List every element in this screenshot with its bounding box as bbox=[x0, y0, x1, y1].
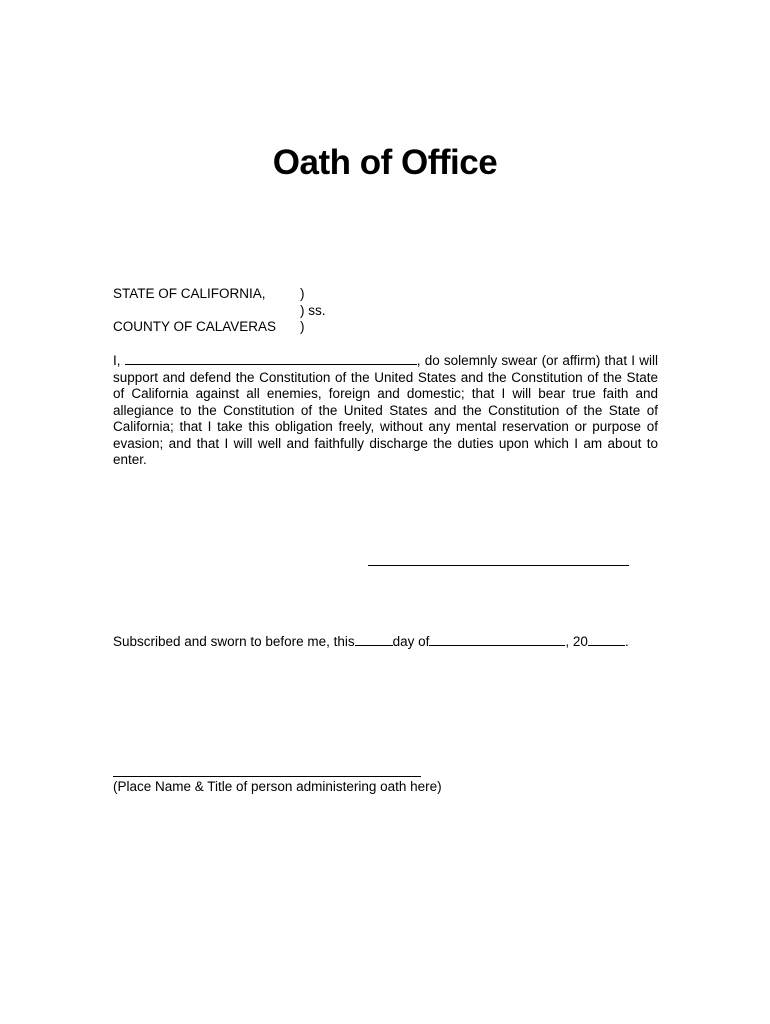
state-label: STATE OF CALIFORNIA, bbox=[113, 286, 266, 301]
subscribed-suffix: . bbox=[624, 634, 629, 649]
oath-prefix: I, bbox=[113, 353, 121, 368]
day-of-label: day of bbox=[392, 634, 430, 649]
month-blank[interactable] bbox=[429, 633, 565, 646]
document-title: Oath of Office bbox=[272, 143, 498, 182]
oath-name-blank[interactable] bbox=[125, 352, 417, 365]
administrator-caption: (Place Name & Title of person administering oath here) bbox=[113, 779, 442, 794]
county-label: COUNTY OF CALAVERAS bbox=[113, 319, 277, 334]
year-prefix: , 20 bbox=[565, 634, 588, 649]
oath-body: , do solemnly swear (or affirm) that I will support and defend the Constitution of the United States and the Constitution of the State of California against all enemies, foreign and domestic; that I will bear true faith and allegiance to the Constitution of the United States and the Constitution of the State of California; that I take this obligation freely, without any mental reservation or purpose of evasion; and that I will well and faithfully discharge the duties upon which I am about to enter. bbox=[113, 353, 658, 467]
ss-paren: ) ss. bbox=[300, 302, 326, 318]
signature-line[interactable] bbox=[368, 565, 629, 566]
oath-paragraph bbox=[113, 352, 658, 469]
subscribed-line bbox=[113, 633, 629, 651]
county-paren: ) bbox=[300, 319, 305, 334]
year-blank[interactable] bbox=[588, 633, 625, 646]
administrator-signature-line[interactable] bbox=[113, 776, 421, 777]
day-blank[interactable] bbox=[355, 633, 393, 646]
state-paren: ) bbox=[300, 286, 305, 301]
subscribed-prefix: Subscribed and sworn to before me, this bbox=[113, 634, 355, 649]
